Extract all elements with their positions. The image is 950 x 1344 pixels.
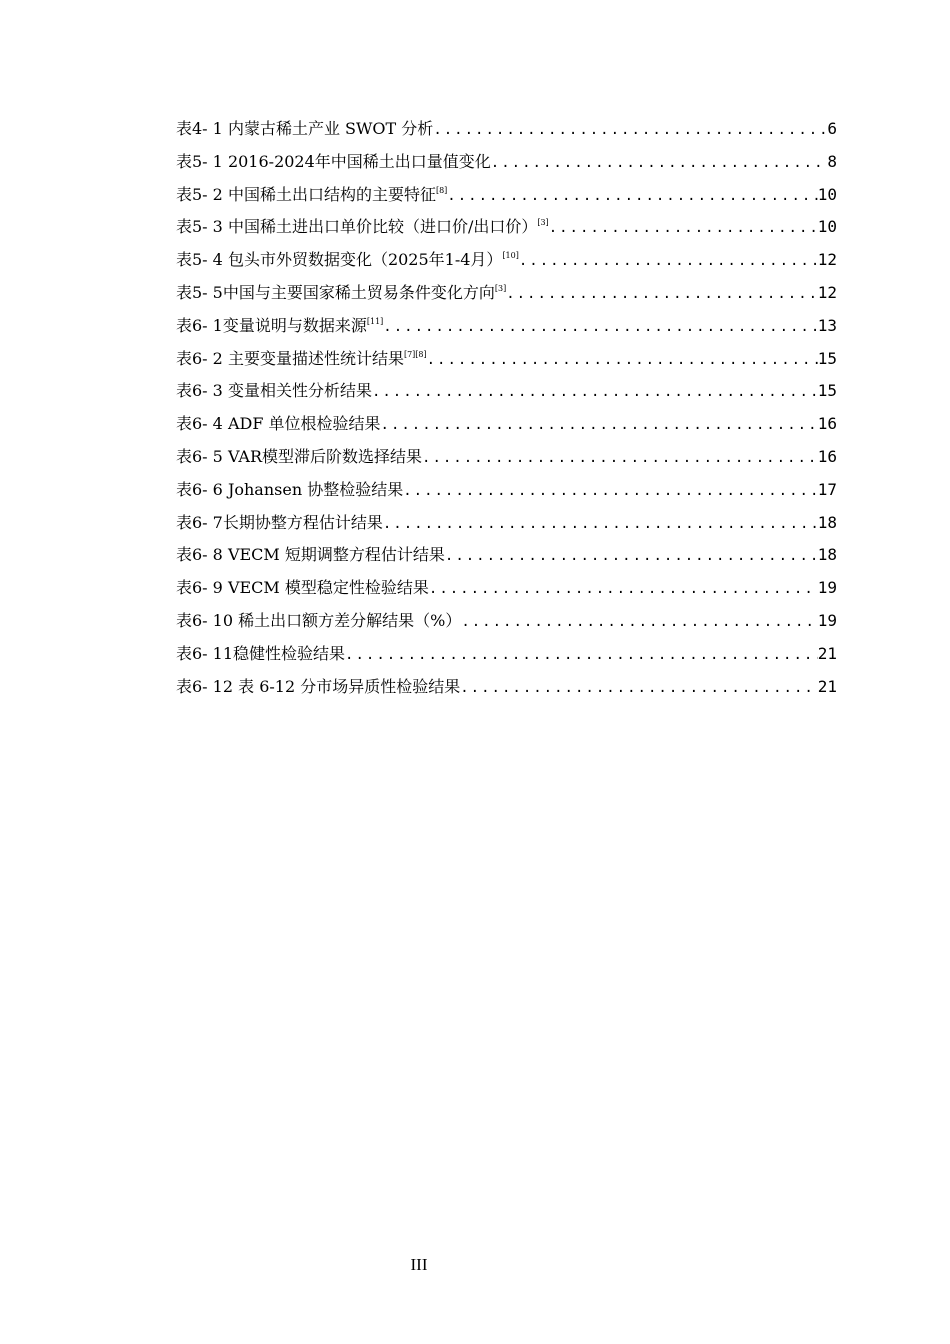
- toc-entry-label: 表6- 1变量说明与数据来源[11]: [176, 315, 384, 335]
- dot-leader: [445, 540, 818, 573]
- toc-entry-label: 表5- 4 包头市外贸数据变化（2025年1-4月）[10]: [176, 250, 519, 270]
- toc-entry-label: 表6- 8 VECM 短期调整方程估计结果: [176, 545, 445, 565]
- toc-entry-label: 表6- 5 VAR模型滞后阶数选择结果: [176, 446, 423, 466]
- toc-entry-label: 表5- 1 2016-2024年中国稀土出口量值变化: [176, 151, 491, 171]
- toc-entry-label: 表6- 12 表 6-12 分市场异质性检验结果: [176, 676, 461, 696]
- citation: [3]: [537, 218, 549, 228]
- toc-entry-label: 表4- 1 内蒙古稀土产业 SWOT 分析: [176, 119, 434, 138]
- toc-page-number: 16: [817, 414, 837, 434]
- toc-entry[interactable]: [176, 113, 837, 146]
- toc-entry[interactable]: [176, 572, 837, 605]
- toc-entry-label: 表6- 9 VECM 模型稳定性检验结果: [176, 578, 429, 598]
- toc-entry[interactable]: [176, 507, 837, 540]
- toc-entry[interactable]: [176, 605, 837, 638]
- list-of-tables: [176, 113, 837, 703]
- toc-page-number: 19: [817, 610, 837, 630]
- toc-page-number: 17: [817, 479, 837, 499]
- dot-leader: [433, 114, 827, 147]
- toc-page-number: 16: [817, 446, 837, 466]
- toc-page-number: 10: [817, 217, 837, 237]
- toc-entry-label: 表6- 6 Johansen 协整检验结果: [176, 479, 404, 499]
- citation: [8]: [435, 185, 448, 195]
- toc-entry[interactable]: [176, 441, 837, 474]
- dot-leader: [519, 245, 818, 278]
- citation: [10]: [502, 251, 519, 261]
- toc-page-number: 18: [817, 545, 837, 565]
- toc-page-number: 19: [817, 578, 837, 598]
- toc-entry-label: 表6- 4 ADF 单位根检验结果: [176, 414, 381, 434]
- toc-page-number: 15: [817, 348, 837, 368]
- toc-entry-label: 表6- 3 变量相关性分析结果: [176, 381, 372, 401]
- page-number: III: [410, 1255, 428, 1274]
- toc-page-number: 21: [817, 676, 837, 696]
- dot-leader: [427, 344, 818, 377]
- toc-entry[interactable]: [176, 211, 837, 244]
- citation: [11]: [366, 316, 384, 326]
- dot-leader: [460, 672, 817, 705]
- toc-entry-label: 表6- 7长期协整方程估计结果: [176, 512, 383, 532]
- dot-leader: [461, 606, 817, 639]
- toc-entry-label: 表6- 2 主要变量描述性统计结果[7][8]: [176, 348, 427, 368]
- dot-leader: [372, 376, 818, 409]
- toc-page-number: 6: [827, 119, 837, 138]
- dot-leader: [447, 180, 817, 213]
- dot-leader: [345, 639, 818, 672]
- toc-page-number: 15: [817, 381, 837, 401]
- toc-entry-label: 表5- 3 中国稀土进出口单价比较（进口价/出口价）[3]: [176, 217, 549, 237]
- citation: [3]: [494, 283, 507, 293]
- toc-entry-label: 表6- 11稳健性检验结果: [176, 643, 346, 663]
- toc-entry[interactable]: [176, 343, 837, 376]
- toc-entry-label: 表5- 5中国与主要国家稀土贸易条件变化方向[3]: [176, 282, 507, 302]
- citation: [7][8]: [403, 349, 427, 359]
- toc-entry-label: 表5- 2 中国稀土出口结构的主要特征[8]: [176, 184, 448, 204]
- toc-page-number: 18: [817, 512, 837, 532]
- toc-page-number: 10: [817, 184, 837, 204]
- toc-page-number: 21: [817, 643, 837, 663]
- toc-entry-label: 表6- 10 稀土出口额方差分解结果（%）: [176, 610, 462, 630]
- dot-leader: [506, 278, 818, 311]
- toc-entry[interactable]: [176, 539, 837, 572]
- toc-entry[interactable]: [176, 408, 837, 441]
- dot-leader: [383, 508, 818, 541]
- toc-entry[interactable]: [176, 671, 837, 704]
- dot-leader: [403, 475, 818, 508]
- toc-entry[interactable]: [176, 244, 837, 277]
- toc-entry[interactable]: [176, 146, 837, 179]
- toc-entry[interactable]: [176, 474, 837, 507]
- toc-entry[interactable]: [176, 277, 837, 310]
- toc-entry[interactable]: [176, 310, 837, 343]
- toc-entry[interactable]: [176, 375, 837, 408]
- dot-leader: [381, 409, 818, 442]
- toc-page-number: 8: [827, 151, 837, 171]
- dot-leader: [429, 573, 818, 606]
- dot-leader: [549, 212, 818, 245]
- toc-entry[interactable]: [176, 179, 837, 212]
- dot-leader: [491, 147, 828, 180]
- toc-page-number: 12: [817, 250, 837, 270]
- toc-entry[interactable]: [176, 638, 837, 671]
- dot-leader: [383, 311, 817, 344]
- toc-page-number: 12: [817, 282, 837, 302]
- toc-page-number: 13: [817, 315, 837, 335]
- dot-leader: [422, 442, 818, 475]
